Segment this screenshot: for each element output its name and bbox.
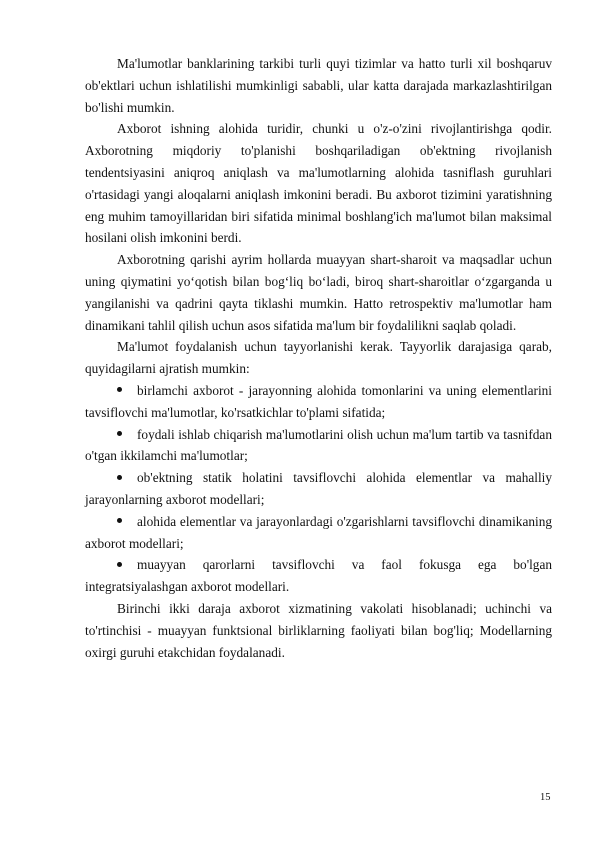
list-item-text: alohida elementlar va jarayonlardagi o'zgarishlarni tavsiflovchi dinamikaning axborot modellari; — [85, 513, 552, 551]
paragraph-1: Ma'lumotlar banklarining tarkibi turli quyi tizimlar va hatto turli xil boshqaruv ob'ektlari uchun ishlatilishi mumkinligi sababli, ular katta darajada markazlashtirilgan bo'lishi mumkin. — [85, 56, 552, 115]
bullet-icon — [117, 431, 122, 436]
list-item-text: muayyan qarorlarni tavsiflovchi va faol fokusga ega bo'lgan integratsiyalashgan axborot modellari. — [85, 557, 552, 595]
paragraph-2: Axborot ishning alohida turidir, chunki u o'z-o'zini rivojlantirishga qodir. Axborotning miqdoriy to'planishi boshqariladigan ob'ektning rivojlanish tendentsiyasini aniqroq aniqlash va ma'lumotlarning alohida tasniflash guruhlari o'rtasidagi yangi aloqalarni aniqlash imkonini beradi. Bu axborot tizimini yaratishning eng muhim tamoyillaridan biri sifatida minimal boshlang'ich ma'lumot bilan maksimal hosilani olish imkonini berdi. — [85, 121, 552, 246]
list-item — [85, 511, 552, 555]
bullet-icon — [117, 387, 122, 392]
list-item — [85, 380, 552, 424]
list-item-text: ob'ektning statik holatini tavsiflovchi alohida elementlar va mahalliy jarayonlarning axborot modellari; — [85, 470, 552, 507]
closing-paragraph: Birinchi ikki daraja axborot xizmatining vakolati hisoblanadi; uchinchi va to'rtinchisi - muayyan funktsional birliklarning faoliyati bilan bog'liq; Modellarning oxirgi guruhi etakchidan foydalanadi. — [85, 600, 552, 660]
paragraph-3: Axborotning qarishi ayrim hollarda muayyan shart-sharoit va maqsadlar uchun uning qiymatini yo‘qotish bilan bog‘liq bo‘ladi, biroq shart-sharoitlar o‘zgarganda u yangilanishi va qadrini qayta tiklashi mumkin. Hatto retrospektiv ma'lumotlar ham dinamikani tahlil qilish uchun asos sifatida ma'lum bir foydalilikni saqlab qoladi. — [85, 252, 552, 333]
list-item — [85, 554, 552, 598]
page-number: 15 — [540, 792, 551, 803]
list-item — [85, 467, 552, 511]
document-page — [85, 53, 552, 663]
list-item-text: birlamchi axborot - jarayonning alohida tomonlarini va uning elementlarini tavsiflovchi ma'lumotlar, ko'rsatkichlar to'plami sifatida; — [85, 382, 552, 420]
bullet-icon — [117, 518, 122, 523]
bullet-icon — [117, 562, 122, 567]
list-item — [85, 424, 552, 468]
bullet-icon — [117, 475, 122, 480]
paragraph-4: Ma'lumot foydalanish uchun tayyorlanishi kerak. Tayyorlik darajasiga qarab, quyidagilarni ajratish mumkin: — [85, 339, 552, 377]
list-item-text: foydali ishlab chiqarish ma'lumotlarini olish uchun ma'lum tartib va tasnifdan o'tgan ikkilamchi ma'lumotlar; — [85, 426, 552, 464]
